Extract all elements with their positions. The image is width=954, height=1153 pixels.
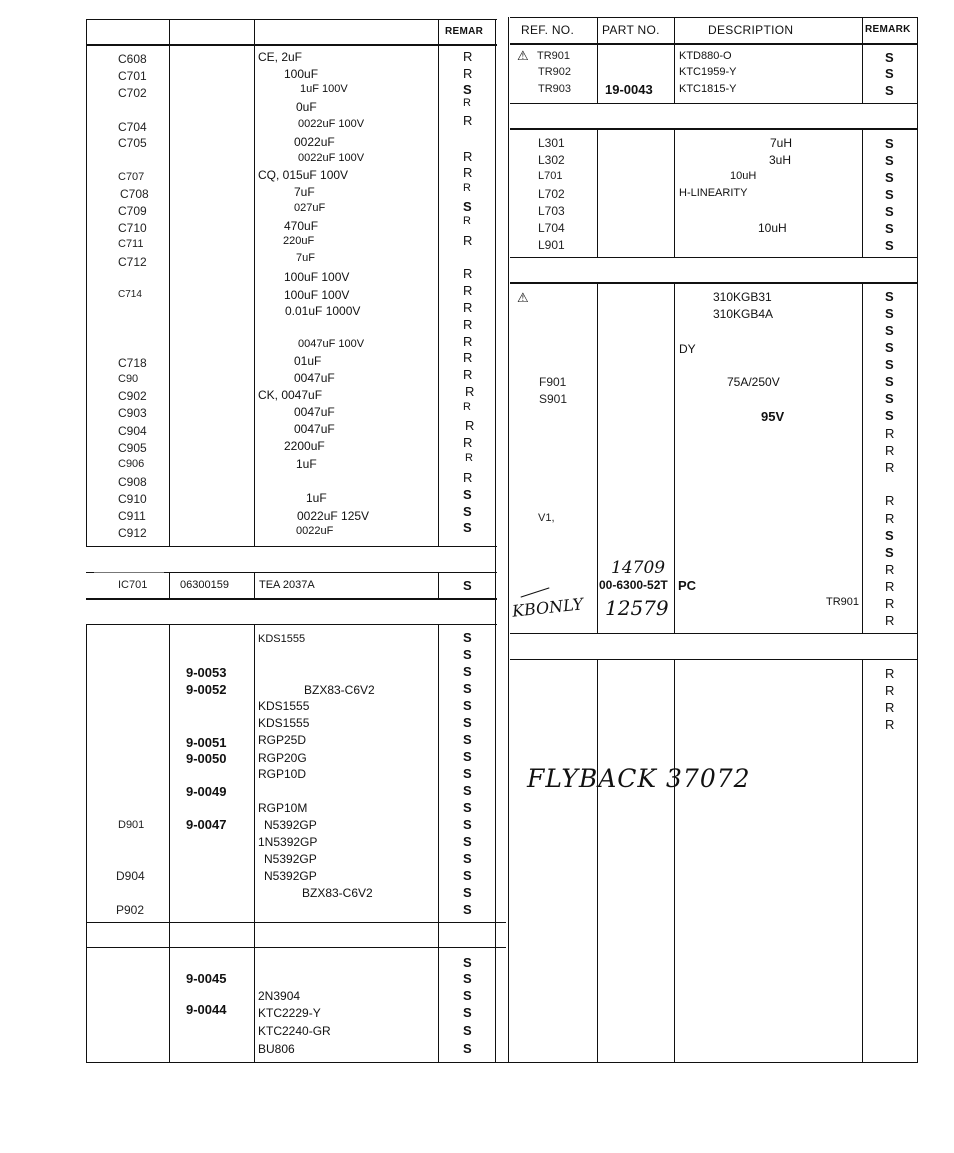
diode-remark: S xyxy=(463,715,472,730)
coil-ref: L704 xyxy=(538,221,565,235)
cap-ref: C714 xyxy=(118,289,142,300)
warning-icon: ⚠ xyxy=(517,290,529,305)
cap-desc: CQ, 015uF 100V xyxy=(258,168,349,182)
transistor-part: 9-0045 xyxy=(186,971,227,986)
cap-ref: C903 xyxy=(118,406,147,420)
misc-remark: R xyxy=(885,460,895,475)
diode-part: 9-0052 xyxy=(186,682,227,697)
cap-ref: C709 xyxy=(118,204,147,218)
left-border-diodes xyxy=(86,624,87,1063)
misc-desc-pc: PC xyxy=(678,578,697,593)
cap-remark: R xyxy=(463,149,473,164)
cap-desc: 0022uF 125V xyxy=(297,509,370,523)
cap-ref: C608 xyxy=(118,52,147,66)
cap-remark: R xyxy=(463,317,473,332)
misc-desc-95v: 95V xyxy=(761,409,785,424)
right-col-divider-3 xyxy=(862,17,863,104)
ic-part: 06300159 xyxy=(180,579,229,591)
coil-desc: H-LINEARITY xyxy=(679,187,748,199)
bottom-remark: R xyxy=(885,666,895,681)
right-part-no-header: PART NO. xyxy=(602,23,660,37)
diode-desc: KDS1555 xyxy=(258,633,306,645)
diode-remark: S xyxy=(463,647,472,662)
misc-part-print: 00-6300-52T xyxy=(599,578,668,592)
transistor-desc: BU806 xyxy=(258,1042,295,1056)
cap-remark: R xyxy=(463,165,473,180)
left-caps-bottom-rule xyxy=(86,546,497,547)
misc-remark: R xyxy=(885,426,895,441)
tr-desc: KTD880-O xyxy=(679,50,732,62)
coil-ref: L901 xyxy=(538,238,565,252)
diode-desc: BZX83-C6V2 xyxy=(302,886,373,900)
misc-desc-fuse: 75A/250V xyxy=(727,375,780,389)
right-bottom-top-rule xyxy=(510,659,918,660)
coil-remark: S xyxy=(885,238,894,253)
cap-desc: CE, 2uF xyxy=(258,50,303,64)
tr-remark: S xyxy=(885,50,894,65)
cap-desc: 100uF 100V xyxy=(284,288,350,302)
transistor-remark: S xyxy=(463,955,472,970)
diode-part: 9-0047 xyxy=(186,817,227,832)
right-col-divider-2c xyxy=(674,282,675,634)
left-col-divider-3c xyxy=(438,624,439,1063)
coil-desc: 7uH xyxy=(770,136,793,150)
diode-ref: D901 xyxy=(118,819,145,831)
cap-ref: C906 xyxy=(118,458,145,470)
cap-desc: 0022uF 100V xyxy=(298,152,365,164)
diode-desc: RGP10D xyxy=(258,767,307,781)
cap-desc: 0047uF 100V xyxy=(298,338,365,350)
diode-remark: S xyxy=(463,783,472,798)
left-remark-header: REMAR xyxy=(445,26,484,37)
left-header-bottom-rule xyxy=(86,44,497,46)
left-ic-bottom-rule xyxy=(86,598,497,600)
misc-remark: R xyxy=(885,493,895,508)
cap-desc: 220uF xyxy=(283,235,315,247)
ic-left-stub xyxy=(94,572,164,573)
cap-remark: R xyxy=(463,401,471,413)
left-border-caps xyxy=(86,19,87,546)
cap-remark: R xyxy=(463,113,473,128)
diode-remark: S xyxy=(463,766,472,781)
misc-remark: R xyxy=(885,579,895,594)
right-table-top-rule xyxy=(510,17,918,18)
left-col-divider-1 xyxy=(169,19,170,546)
diode-desc: RGP25D xyxy=(258,733,307,747)
cap-ref: C912 xyxy=(118,526,147,540)
cap-ref: C910 xyxy=(118,492,147,506)
diode-remark: S xyxy=(463,681,472,696)
cap-ref: C711 xyxy=(118,238,144,250)
cap-desc: 01uF xyxy=(294,354,322,368)
diode-desc: RGP10M xyxy=(258,801,308,815)
misc-remark: R xyxy=(885,613,895,628)
diode-remark: S xyxy=(463,664,472,679)
coil-desc: 10uH xyxy=(758,221,787,235)
right-ref-no-header: REF. NO. xyxy=(521,23,575,37)
diode-remark: S xyxy=(463,630,472,645)
diode-part: 9-0050 xyxy=(186,751,227,766)
cap-ref: C710 xyxy=(118,221,147,235)
right-coil-bottom-rule xyxy=(510,257,918,258)
diode-desc: KDS1555 xyxy=(258,716,310,730)
left-col-divider-2 xyxy=(254,19,255,546)
diode-desc: N5392GP xyxy=(264,852,317,866)
diode-part: 9-0051 xyxy=(186,735,227,750)
right-col-divider-1c xyxy=(597,282,598,634)
misc-remark: S xyxy=(885,545,894,560)
tr-desc: KTC1815-Y xyxy=(679,83,737,95)
cap-remark: R xyxy=(463,334,473,349)
cap-ref: C704 xyxy=(118,120,147,134)
misc-remark: S xyxy=(885,528,894,543)
cap-remark: R xyxy=(465,384,475,399)
cap-remark: R xyxy=(463,300,473,315)
cap-remark: S xyxy=(463,504,472,519)
left-col-divider-1b xyxy=(169,572,170,600)
transistor-remark: S xyxy=(463,971,472,986)
cap-desc: 100uF 100V xyxy=(284,270,350,284)
tr-part: 19-0043 xyxy=(605,82,653,97)
handwritten-part-note-top: 14709 xyxy=(611,558,666,578)
transistor-desc: KTC2240-GR xyxy=(258,1024,331,1038)
cap-desc: 1uF xyxy=(296,457,317,471)
left-col-divider-2c xyxy=(254,624,255,1063)
coil-remark: S xyxy=(885,153,894,168)
left-diode-bottom-rule xyxy=(86,922,506,923)
right-right-border xyxy=(917,17,918,1063)
cap-remark: S xyxy=(463,487,472,502)
handwritten-flyback-note: FLYBACK 37072 xyxy=(527,764,751,793)
tr-ref: TR901 xyxy=(537,50,571,62)
bottom-remark: R xyxy=(885,717,895,732)
left-col-divider-3b xyxy=(438,572,439,600)
cap-desc: 2200uF xyxy=(284,439,325,453)
diode-desc: N5392GP xyxy=(264,869,317,883)
coil-ref: L703 xyxy=(538,204,565,218)
cap-ref: C90 xyxy=(118,373,139,385)
diode-remark: S xyxy=(463,851,472,866)
misc-remark: S xyxy=(885,391,894,406)
diode-remark: S xyxy=(463,800,472,815)
right-left-border xyxy=(508,17,509,1063)
misc-desc-tr901: TR901 xyxy=(826,596,860,608)
diode-ref: D904 xyxy=(116,869,145,883)
misc-remark: S xyxy=(885,289,894,304)
misc-remark: R xyxy=(885,562,895,577)
coil-ref: L301 xyxy=(538,136,565,150)
cap-desc: 1uF xyxy=(306,491,327,505)
cap-desc: 1uF 100V xyxy=(300,83,348,95)
left-col-divider-1c xyxy=(169,624,170,1063)
transistor-remark: S xyxy=(463,1041,472,1056)
cap-desc: 100uF xyxy=(284,67,319,81)
cap-desc: 0047uF xyxy=(294,405,335,419)
tr-remark: S xyxy=(885,83,894,98)
cap-remark: R xyxy=(463,470,473,485)
misc-desc-310a: 310KGB31 xyxy=(713,290,772,304)
diode-desc: N5392GP xyxy=(264,818,317,832)
diode-ref: P902 xyxy=(116,903,145,917)
transistor-remark: S xyxy=(463,1023,472,1038)
coil-remark: S xyxy=(885,136,894,151)
cap-desc: 7uF xyxy=(294,185,315,199)
cap-desc: 0022uF 100V xyxy=(298,118,365,130)
right-remark-header: REMARK xyxy=(865,24,911,35)
cap-remark: R xyxy=(463,49,473,64)
coil-remark: S xyxy=(885,204,894,219)
cap-remark: R xyxy=(463,367,473,382)
left-trans-top-rule xyxy=(86,947,506,948)
right-coil-top-rule xyxy=(510,128,918,130)
diode-remark: S xyxy=(463,834,472,849)
misc-remark: S xyxy=(885,374,894,389)
transistor-desc: 2N3904 xyxy=(258,989,301,1003)
handwritten-ref-note: KBONLY xyxy=(511,594,585,621)
cap-ref: C702 xyxy=(118,86,147,100)
right-col-divider-2 xyxy=(674,17,675,104)
misc-remark: R xyxy=(885,511,895,526)
cap-remark: S xyxy=(463,520,472,535)
cap-remark: R xyxy=(463,215,471,227)
misc-remark: S xyxy=(885,340,894,355)
diode-remark: S xyxy=(463,868,472,883)
cap-remark: R xyxy=(463,233,473,248)
diode-remark: S xyxy=(463,885,472,900)
transistor-remark: S xyxy=(463,1005,472,1020)
cap-remark: R xyxy=(463,66,473,81)
right-col-divider-3d xyxy=(862,659,863,1063)
cap-remark: R xyxy=(463,97,471,109)
diode-remark: S xyxy=(463,817,472,832)
left-col-divider-3 xyxy=(438,19,439,546)
coil-ref: L701 xyxy=(538,170,563,182)
coil-desc: 3uH xyxy=(769,153,792,167)
cap-desc: 7uF xyxy=(296,252,315,264)
handwritten-scribble-line xyxy=(521,587,550,597)
coil-remark: S xyxy=(885,170,894,185)
right-col-divider-1 xyxy=(597,17,598,104)
coil-desc: 10uH xyxy=(730,170,757,182)
cap-desc: 470uF xyxy=(284,219,319,233)
misc-desc-dy: DY xyxy=(679,342,696,356)
cap-ref: C908 xyxy=(118,475,147,489)
diode-desc: KDS1555 xyxy=(258,699,310,713)
cap-desc: 027uF xyxy=(294,202,326,214)
cap-ref: C707 xyxy=(118,171,145,183)
cap-ref: C712 xyxy=(118,255,147,269)
left-diode-top-rule xyxy=(86,624,497,625)
left-table-top-rule xyxy=(86,19,497,20)
diode-remark: S xyxy=(463,698,472,713)
right-col-divider-1b xyxy=(597,128,598,258)
tr-ref: TR903 xyxy=(538,83,572,95)
bottom-remark: R xyxy=(885,700,895,715)
tr-desc: KTC1959-Y xyxy=(679,66,737,78)
cap-desc: 0047uF xyxy=(294,371,335,385)
diode-desc: BZX83-C6V2 xyxy=(304,683,375,697)
cap-ref: C905 xyxy=(118,441,147,455)
misc-desc-310b: 310KGB4A xyxy=(713,307,774,321)
cap-desc: 0uF xyxy=(296,100,317,114)
tr-remark: S xyxy=(885,66,894,81)
misc-remark: S xyxy=(885,306,894,321)
cap-remark: R xyxy=(463,182,471,194)
cap-desc: CK, 0047uF xyxy=(258,388,323,402)
cap-ref: C701 xyxy=(118,69,147,83)
right-tr-bottom-rule xyxy=(510,103,918,104)
cap-remark: S xyxy=(463,82,472,97)
cap-desc: 0.01uF 1000V xyxy=(285,304,361,318)
cap-remark: R xyxy=(465,452,473,464)
diode-desc: RGP20G xyxy=(258,751,307,765)
transistor-desc: KTC2229-Y xyxy=(258,1006,321,1020)
cap-ref: C902 xyxy=(118,389,147,403)
diode-part: 9-0049 xyxy=(186,784,227,799)
misc-remark: R xyxy=(885,443,895,458)
right-col-divider-1d xyxy=(597,659,598,1063)
ic-remark: S xyxy=(463,578,472,593)
right-col-divider-3b xyxy=(862,128,863,258)
cap-ref: C904 xyxy=(118,424,147,438)
transistor-part: 9-0044 xyxy=(186,1002,227,1017)
left-table-bottom-rule xyxy=(86,1062,506,1063)
right-col-divider-2b xyxy=(674,128,675,258)
warning-icon: ⚠ xyxy=(517,48,529,63)
misc-remark: S xyxy=(885,323,894,338)
diode-remark: S xyxy=(463,732,472,747)
misc-ref-v1: V1, xyxy=(538,512,555,524)
misc-ref-f901: F901 xyxy=(539,375,567,389)
cap-remark: R xyxy=(463,283,473,298)
handwritten-part-note-bottom: 12579 xyxy=(605,596,669,620)
misc-ref-s901: S901 xyxy=(539,392,568,406)
coil-ref: L702 xyxy=(538,187,565,201)
ic-desc: TEA 2037A xyxy=(259,579,315,591)
diode-desc: 1N5392GP xyxy=(258,835,318,849)
cap-remark: R xyxy=(463,266,473,281)
diode-remark: S xyxy=(463,902,472,917)
cap-ref: C708 xyxy=(120,187,149,201)
cap-remark: R xyxy=(463,350,473,365)
cap-desc: 0022uF xyxy=(294,135,335,149)
ic-ref: IC701 xyxy=(118,579,148,591)
right-col-divider-3c xyxy=(862,282,863,634)
right-header-bottom-rule xyxy=(510,43,918,45)
right-col-divider-2d xyxy=(674,659,675,1063)
coil-ref: L302 xyxy=(538,153,565,167)
bottom-remark: R xyxy=(885,683,895,698)
left-right-border xyxy=(495,19,496,1063)
cap-remark: R xyxy=(465,418,475,433)
misc-remark: R xyxy=(885,596,895,611)
cap-desc: 0022uF xyxy=(296,525,334,537)
cap-ref: C911 xyxy=(118,509,146,523)
right-table-bottom-rule xyxy=(506,1062,918,1063)
right-misc-bottom-rule xyxy=(510,633,918,634)
right-misc-top-rule xyxy=(510,282,918,284)
left-col-divider-2b xyxy=(254,572,255,600)
cap-remark: S xyxy=(463,199,472,214)
cap-remark: R xyxy=(463,435,473,450)
tr-ref: TR902 xyxy=(538,66,572,78)
misc-remark: S xyxy=(885,408,894,423)
coil-remark: S xyxy=(885,187,894,202)
diode-part: 9-0053 xyxy=(186,665,227,680)
transistor-remark: S xyxy=(463,988,472,1003)
right-description-header: DESCRIPTION xyxy=(708,23,794,37)
cap-ref: C705 xyxy=(118,136,147,150)
cap-ref: C718 xyxy=(118,356,147,370)
diode-remark: S xyxy=(463,749,472,764)
misc-remark: S xyxy=(885,357,894,372)
coil-remark: S xyxy=(885,221,894,236)
cap-desc: 0047uF xyxy=(294,422,335,436)
